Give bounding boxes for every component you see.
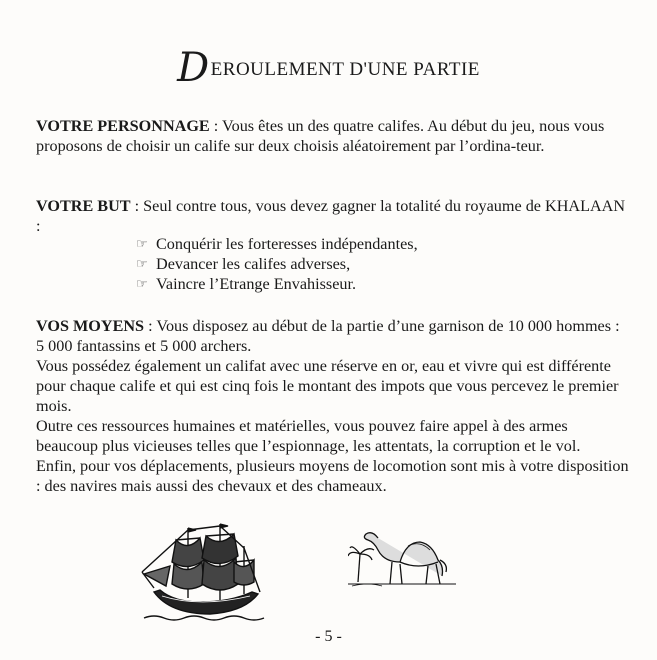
- title-text: EROULEMENT D'UNE PARTIE: [210, 59, 480, 80]
- list-item-text: Vaincre l’Etrange Envahisseur.: [156, 275, 357, 293]
- section-label: VOTRE PERSONNAGE: [36, 117, 210, 135]
- pointing-hand-icon: ☞: [136, 256, 148, 271]
- paragraph: Outre ces ressources humaines et matérielles, vous pouvez faire appel à des armes beaucoup plus vicieuses telles que l’espionnage, les attentats, la corruption et le vol.: [36, 417, 581, 455]
- list-item-text: Devancer les califes adverses,: [156, 255, 351, 273]
- list-item: [136, 234, 418, 254]
- section-text: : Vous disposez au début de la partie d’une garnison de 10 000 hommes : 5 000 fantassins et 5 000 archers.: [36, 317, 620, 355]
- list-item: [136, 254, 418, 274]
- list-item-text: Conquérir les forteresses indépendantes,: [156, 235, 418, 253]
- title-dropcap: D: [177, 45, 210, 91]
- list-item: [136, 274, 418, 294]
- section-moyens: [36, 316, 630, 496]
- pointing-hand-icon: ☞: [136, 276, 148, 291]
- section-label: VOS MOYENS: [36, 317, 145, 335]
- section-but: [36, 196, 630, 236]
- section-personnage: [36, 116, 630, 156]
- sailing-ship-illustration: [140, 522, 268, 626]
- section-text: : Vous êtes un des quatre califes. Au début du jeu, nous vous proposons de choisir un calife sur deux choisis aléatoirement par l’ordina-teur.: [36, 117, 605, 155]
- page-title: [0, 45, 657, 91]
- pointing-hand-icon: ☞: [136, 236, 148, 251]
- camel-illustration: [348, 520, 458, 590]
- page-number: - 5 -: [315, 628, 342, 645]
- section-label: VOTRE BUT: [36, 197, 131, 215]
- section-text: : Seul contre tous, vous devez gagner la totalité du royaume de KHALAAN :: [36, 197, 626, 235]
- paragraph: Vous possédez également un califat avec une réserve en or, eau et vivre qui est différente pour chaque calife et qui est cinq fois le montant des impots que vous percevez le premier mois.: [36, 357, 619, 415]
- paragraph: Enfin, pour vos déplacements, plusieurs moyens de locomotion sont mis à votre disposition : des navires mais aussi des chevaux et des chameaux.: [36, 457, 629, 495]
- goal-list: [136, 234, 418, 294]
